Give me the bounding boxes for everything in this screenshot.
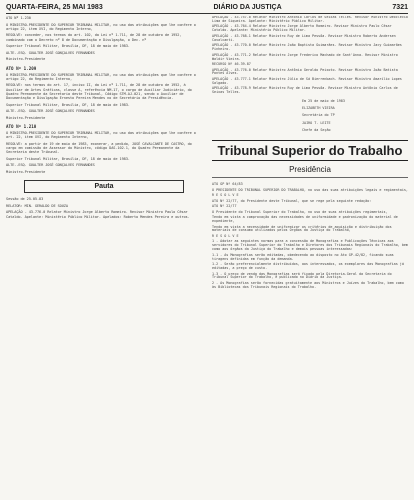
paragraph: Superior Tribunal Militar, Brasília, DF, 18 de maio de 1983. xyxy=(6,156,130,161)
paragraph: Tendo em vista a comprovação das necessidades de uniformidade e padronização do material de expediente, xyxy=(212,215,398,224)
tribunal-title: Tribunal Superior do Trabalho xyxy=(212,140,408,161)
case-entry: APELAÇÃO - 43.771-2 Relator Ministro Jorge Frederico Machado de Sant'Anna. Revisor Ministro Waldir Vieira. xyxy=(212,52,398,61)
paragraph: O Presidente do Tribunal Superior do Trabalho, no uso de suas atribuições regimentais, xyxy=(212,209,388,214)
paragraph: ALTE.-ESQ. GUALTER JOSÉ GONÇALVES FERNANDES xyxy=(6,163,95,168)
header-page-number: 7321 xyxy=(392,4,408,11)
paragraph: R E S O L V E xyxy=(212,233,239,238)
paragraph: Ministro-Presidente xyxy=(6,57,46,62)
paragraph: R E S O L V E xyxy=(212,193,239,198)
header-publication: DIÁRIO DA JUSTIÇA xyxy=(213,4,282,11)
paragraph: Ministro-Presidente xyxy=(6,115,46,120)
paragraph: 1.1 - As Monografias serão editadas, obedecendo ao disposto no Ato GP-42/82, ficando suas tiragens definidas em função da demanda. xyxy=(212,252,394,261)
case-entry: APELAÇÃO - 43.770-0 Relator Ministro João Baptista Guimarães. Revisor Ministro Jacy Guimarães Pinheiro. xyxy=(212,43,402,52)
paragraph: O MINISTRO-PRESIDENTE DO SUPERIOR TRIBUNAL MILITAR, no uso das atribuições que lhe confere o art. 22, item XVI, do Regimento Interno, xyxy=(6,130,196,140)
ato-heading: ATO GP Nº 64/83 xyxy=(212,182,243,187)
right-column xyxy=(212,16,408,496)
signature-line: ELIZABETH VIEIRA xyxy=(302,105,335,110)
case-entry: APELAÇÃO - 43.764-4 Relator Ministro Jorge Alberto Romeiro. Revisor Ministro Paulo César Cataldo. Apelante: Ministério Público Militar. xyxy=(212,24,392,33)
paragraph: ALTE.-ESQ. GUALTER JOSÉ GONÇALVES FERNANDES xyxy=(6,109,95,114)
paragraph: ATO Nº 1.230 xyxy=(6,16,31,20)
signature-line: Chefe da Seção xyxy=(302,128,331,133)
left-block-1 xyxy=(6,16,202,62)
paragraph: Sessão de 25.05.83 xyxy=(6,197,44,202)
left-block-3 xyxy=(6,131,202,174)
presidencia-heading: Presidência xyxy=(212,165,408,178)
left-section-heading-2: ATO Nº 1.209 xyxy=(6,65,37,71)
paragraph: Superior Tribunal Militar, Brasília, DF, 18 de maio de 1983. xyxy=(6,102,130,107)
case-entry: APELAÇÃO - 43.776-0 Relator Ministro Antônio Geraldo Peixoto. Revisor Ministro João Batista Pontes Alves. xyxy=(212,67,398,76)
signature-block xyxy=(302,99,408,133)
paragraph: 1 - Adotar as seguintes normas para a concessão de Monografias e Publicações Técnicas aos servidores do Tribunal Superior do Trabalho e Diretores dos Tribunais Regionais do Trabalho, bem como aos órgãos da Justiça do Trabalho e demais pessoas interessadas: xyxy=(212,239,408,252)
signature-line: JAIRO T. LEITE xyxy=(302,120,331,125)
case-entry: APELAÇÃO - 43.777-1 Relator Ministro Júlio de Sá Bierrenbach. Revisor Ministro Amarílio Lopes Salgado. xyxy=(212,76,402,85)
right-entries-bottom xyxy=(212,189,408,290)
left-section-heading-3: ATO Nº 1.210 xyxy=(6,123,37,129)
paragraph: O MINISTRO-PRESIDENTE DO SUPERIOR TRIBUNAL MILITAR, no uso das atribuições que lhe confere o artigo 22, item XVI, do Regimento Interno, xyxy=(6,22,196,31)
paragraph: APELAÇÃO - 43.776-0 Relator Ministro Jorge Alberto Romeiro. Revisor Ministro Paulo César Cataldo. Apelante: Ministério Público Militar. Apelados: Roberto Mendes Pereira e outros. xyxy=(6,210,190,219)
case-entry: APELAÇÃO - 43.768-1 Relator Ministro Ruy de Lima Pessôa. Revisor Ministro Roberto Andersen Cavalcanti. xyxy=(212,33,396,42)
paragraph: 1.3 - O preço de venda das Monografias será fixado pela Diretoria-Geral da Secretaria do Tribunal Superior do Trabalho, e publicado no Diário da Justiça. xyxy=(212,271,392,280)
case-entry: APELAÇÃO - 43.778-9 Relator Ministro Ruy de Lima Pessôa. Revisor Ministro Antônio Carlos de Seixas Telles. xyxy=(212,86,398,95)
paragraph: RESOLVE: nos termos do art. 17, inciso II, da Lei nº 1.711, de 28 de outubro de 1952, à Auxiliar de Artes Gráficas, classe A, referência NM-17, o cargo de Auxiliar Judiciário, do Quadro Permanente da Secretaria deste Tribunal, Código STM-AJ-021, sendo o Auxiliar de Documentação e Divulgação Ernesto Pereira Mendes no de Secretário da Presidência. xyxy=(6,83,192,100)
left-block-2 xyxy=(6,73,202,120)
pauta-heading: Pauta xyxy=(24,180,184,193)
paragraph: O MINISTRO-PRESIDENTE DO SUPERIOR TRIBUNAL MILITAR, no uso das atribuições que lhe confere o artigo 22, do Regimento Interno, xyxy=(6,72,196,81)
left-column xyxy=(6,16,202,496)
paragraph: ATO Nº 22/77, do Presidente deste Tribunal, que se rege pela seguinte redação: xyxy=(212,198,372,203)
case-entry: RECURSO Nº 46.39-87 xyxy=(212,62,251,67)
left-block-4 xyxy=(6,197,202,219)
paragraph: ATO Nº 22/77 xyxy=(212,204,237,209)
case-entry: APELAÇÃO - 43.757-0 Relator Ministro Antônio Carlos de Seixas Telles. Revisor Ministro Deoclécio Lima de Siqueira. Apelante: Ministério Público Militar. xyxy=(212,16,408,23)
paragraph: RESOLVE: a partir de 19 de maio de 1983, exonerar, a pedido, JOSÉ CAVALCANTE DE CASTRO, do cargo em comissão de Assessor do Ministro, código DAS-102.1, do Quadro Permanente da Secretaria deste Tribunal. xyxy=(6,141,192,155)
signature-line: Secretária do TP xyxy=(302,113,335,118)
paragraph: Ministro-Presidente xyxy=(6,169,46,174)
paragraph: Superior Tribunal Militar, Brasília, DF, 18 de maio de 1983. xyxy=(6,44,130,49)
page-header xyxy=(6,2,408,14)
paragraph: RESOLVE: conceder, nos termos do art. 102, da Lei nº 1.711, de 28 de outubro de 1952, combinado com o Decreto nº 8 de Documentação e Divulgação, o Dec. nº xyxy=(6,33,182,42)
signature-line: Em 25 de maio de 1983 xyxy=(302,98,345,103)
paragraph: 2 - As Monografias serão fornecidas gratuitamente aos Ministros e Juízes do Trabalho, bem como às Bibliotecas dos Tribunais Regionais do Trabalho. xyxy=(212,280,404,289)
paragraph: ALTE.-ESQ. GUALTER JOSÉ GONÇALVES FERNANDES xyxy=(6,50,95,55)
paragraph: RELATOR: MIN. GERALDO DE SOUZA xyxy=(6,203,68,208)
right-entries-top xyxy=(212,16,408,95)
header-date: QUARTA-FEIRA, 25 MAI 1983 xyxy=(6,4,103,11)
paragraph: 1.2 - Serão preferencialmente distribuídos, aos interessados, os exemplares das Monografias já editadas, a preço de custo. xyxy=(212,262,404,271)
paragraph: O PRESIDENTE DO TRIBUNAL SUPERIOR DO TRABALHO, no uso das suas atribuições legais e regimentais, xyxy=(212,187,408,192)
paragraph: Tendo em vista a necessidade de uniformizar os critérios de aquisição e distribuição dos materiais de consumo utilizados pelos Órgãos da Justiça do Trabalho, xyxy=(212,224,392,233)
